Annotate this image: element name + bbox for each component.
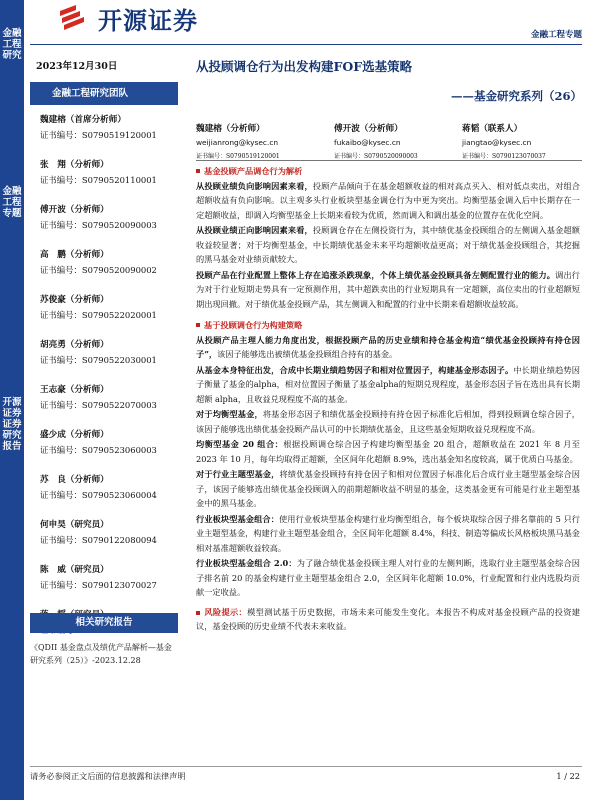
section-heading-text: 基于投顾调仓行为构建策略 (204, 320, 303, 330)
analyst-item (40, 195, 178, 240)
report-date: 2023年12月30日 (36, 61, 118, 72)
analyst-item (40, 510, 178, 555)
summary-paragraph (196, 333, 580, 362)
analyst-cert: 证书编号：S0790123070027 (40, 580, 157, 590)
analyst-item (40, 375, 178, 420)
author-email[interactable]: jiangtao@kysec.cn (462, 138, 532, 147)
risk-warning (196, 605, 580, 634)
strip-label-bottom: 开源证券证券研究报告 (2, 397, 22, 452)
paragraph-lead: 投顾产品在行业配置上整体上存在追涨杀跌现象，个体上绩优基金投顾具备左侧配置行业的能力。 (196, 269, 556, 280)
paragraph-text: 该因子能够选出被绩优基金投顾组合持有的基金。 (217, 349, 398, 359)
analyst-cert: 证书编号：S0790523060004 (40, 490, 157, 500)
author-cert: 证书编号：S0790123070037 (462, 153, 546, 160)
analyst-item (40, 330, 178, 375)
report-summary (196, 163, 580, 635)
analyst-item (40, 420, 178, 465)
author-cert: 证书编号：S0790520090003 (334, 153, 418, 160)
summary-paragraph (196, 407, 580, 436)
summary-paragraph (196, 467, 580, 511)
paragraph-text: 根据投顾调仓综合因子构建均衡型基金 20 组合，超额收益在 2021 年 8 月至 2023 年 10 月，每年均取得正超额，全区间年化超额 8.9%，选出基金知名度较高，属于优质白马基金。 (196, 439, 580, 464)
analyst-name: 盛少成（分析师） (40, 430, 109, 440)
section-heading (196, 164, 580, 179)
team-sidebar (30, 82, 178, 645)
header-divider (30, 44, 582, 45)
section-heading-text: 基金投顾产品调仓行为解析 (204, 166, 303, 176)
bullet-square-icon (196, 611, 200, 615)
author-card (462, 122, 580, 160)
paragraph-text: 投顾调仓存在左侧投资行为，其中绩优基金投顾组合的左侧调入基金超额收益较显著；对于均衡型基金，中长期绩优基金未来平均超额收益更高；对于绩优基金投顾组合，其挖掘的黑马基金对业绩贡献较大。 (196, 225, 580, 264)
author-email[interactable]: weijianrong@kysec.cn (196, 138, 279, 147)
risk-label: 风险提示： (204, 606, 248, 617)
logo-mark-icon (54, 3, 94, 33)
analyst-cert: 证书编号：S0790122080094 (40, 535, 157, 545)
analyst-item (40, 150, 178, 195)
paragraph-text: 投顾产品倾向于在基金超额收益的相对高点买入、相对低点卖出，对组合超额收益有负向影响。以主观多头行业板块型基金调仓行为中更为突出。均衡型基金调入后中长期存在一定超额收益，即调入均衡型基金上长期来看较为优质，然而调入和调出基金的位置存在优化空间。 (196, 180, 580, 220)
summary-paragraph (196, 223, 580, 267)
analyst-cert: 证书编号：S0790522020001 (40, 310, 157, 320)
bullet-square-icon (196, 169, 200, 173)
related-reports-title: 相关研究报告 (30, 613, 178, 633)
strip-label-middle: 金融工程专题 (2, 186, 22, 219)
related-reports (30, 613, 178, 667)
logo-text: 开源证券 (98, 6, 198, 35)
analyst-name: 傅开波（分析师） (40, 205, 109, 215)
related-report-link[interactable]: 《QDII 基金盘点及绩优产品解析—基金研究系列（25）》-2023.12.28 (30, 643, 172, 665)
author-name: 魏建榕（分析师） (196, 124, 265, 134)
author-cert: 证书编号：S0790519120001 (196, 153, 280, 160)
paragraph-text: 调出行为对于行业短期走势具有一定预测作用，其中超跌卖出的行业短期具有一定超额，高位卖出的行业超额短期出现回撤。对于绩优基金投顾产品，其左侧调入和配置的行业中长期来看超额收益较高。 (196, 269, 580, 309)
analyst-cert: 证书编号：S0790522030001 (40, 355, 157, 365)
paragraph-lead: 从投顾业绩正向影响因素来看， (196, 225, 313, 235)
analyst-name: 魏建榕（首席分析师） (40, 115, 126, 125)
analyst-cert: 证书编号：S0790520090002 (40, 265, 157, 275)
page-number: 1 / 22 (556, 771, 580, 781)
paragraph-text: 将基金形态因子和绩优基金投顾持有持仓因子标准化后相加，得到投顾调仓综合因子，该因子能够选出绩优基金投顾产品认可的中长期绩优基金，且这些基金短期收益兑现程度不高。 (196, 409, 580, 434)
analyst-item (40, 105, 178, 150)
author-name: 傅开波（分析师） (334, 124, 403, 134)
report-title: 从投顾调仓行为出发构建FOF选基策略 (196, 59, 413, 74)
brand-logo (54, 2, 198, 34)
paragraph-lead: 行业板块型基金组合： (196, 513, 279, 524)
author-list (196, 122, 581, 160)
analyst-name: 苏 良（分析师） (40, 475, 109, 485)
team-title: 金融工程研究团队 (30, 82, 178, 105)
analyst-name: 陈 威（研究员） (40, 565, 109, 575)
summary-paragraph (196, 268, 580, 312)
author-email[interactable]: fukaibo@kysec.cn (334, 138, 401, 147)
paragraph-text: 为了融合绩优基金投顾主理人对行业的左侧判断，选取行业主题型基金综合因子排名前 20 的基金构建行业主题型基金组合 2.0，全区间年化超额 10.0%，行业配置和行业内选股均贡献一定收益。 (196, 558, 580, 597)
paragraph-text: 使用行业板块型基金构建行业均衡型组合，每个板块取综合因子排名靠前的 5 只行业主题型基金，构建行业主题型基金组合，全区间年化超额 8.4%，科技、制造等偏成长风格板块黑马基金相对基准超额收益较高。 (196, 513, 580, 553)
analyst-name: 苏俊豪（分析师） (40, 295, 109, 305)
paragraph-text: 中长期业绩趋势因子衡量了基金的alpha，相对位置因子衡量了基金alpha的短期兑现程度，基金形态因子旨在选出具有长期超额 alpha，且收益兑现程度不高的基金。 (196, 364, 580, 404)
paragraph-lead: 从基金本身特征出发，合成中长期业绩趋势因子和相对位置因子，构建基金形态因子。 (196, 364, 514, 375)
paragraph-lead: 行业板块型基金组合 2.0： (196, 558, 297, 568)
analyst-name: 胡亮勇（分析师） (40, 340, 109, 350)
left-category-strip (0, 0, 24, 800)
author-name: 蒋韬（联系人） (462, 124, 523, 134)
paragraph-lead: 从投顾业绩负向影响因素来看， (196, 180, 313, 191)
summary-paragraph (196, 556, 580, 600)
disclosure-note: 请务必参阅正文后面的信息披露和法律声明 (30, 771, 186, 781)
risk-text: 模型测试基于历史数据，市场未来可能发生变化。本报告不构成对基金投顾产品的投资建议，基金投顾的历史业绩不代表未来收益。 (196, 606, 580, 631)
summary-paragraph (196, 179, 580, 223)
analyst-item (40, 555, 178, 600)
analyst-item (40, 285, 178, 330)
footer-divider (30, 766, 582, 767)
analyst-name: 王志豪（分析师） (40, 385, 109, 395)
analyst-name: 高 鹏（分析师） (40, 250, 109, 260)
summary-paragraph (196, 363, 580, 407)
section-heading (196, 318, 580, 333)
authors-divider (196, 160, 582, 161)
analyst-cert: 证书编号：S0790520090003 (40, 220, 157, 230)
analyst-cert: 证书编号：S0790522070003 (40, 400, 157, 410)
analyst-item (40, 240, 178, 285)
analyst-name: 张 翔（分析师） (40, 160, 109, 170)
paragraph-lead: 均衡型基金 20 组合： (196, 439, 284, 449)
paragraph-text: 将绩优基金投顾持有持仓因子和相对位置因子标准化后合成行业主题型基金综合因子，该因子能够选出绩优基金投顾调入的前期超额收益不明显的基金，这类基金更有可能是行业主题型基金中的黑马基金。 (196, 469, 580, 508)
report-subtitle: ——基金研究系列（26） (450, 89, 582, 103)
author-card (196, 122, 334, 160)
bullet-square-icon (196, 323, 200, 327)
report-category-tag: 金融工程专题 (530, 30, 582, 40)
analyst-cert: 证书编号：S0790523060003 (40, 445, 157, 455)
summary-paragraph (196, 437, 580, 466)
author-card (334, 122, 462, 160)
paragraph-lead: 从投顾产品主理人能力角度出发，根据投顾产品的历史业绩和持仓基金构造“绩优基金投顾持有持仓因子”， (196, 334, 580, 359)
paragraph-lead: 对于行业主题型基金， (196, 469, 280, 479)
summary-paragraph (196, 512, 580, 556)
analyst-cert: 证书编号：S0790520110001 (40, 175, 157, 185)
analyst-name: 何申昊（研究员） (40, 520, 109, 530)
strip-label-top: 金融工程研究 (2, 28, 22, 61)
paragraph-lead: 对于均衡型基金， (196, 409, 263, 419)
analyst-item (40, 465, 178, 510)
analyst-cert: 证书编号：S0790519120001 (40, 130, 157, 140)
